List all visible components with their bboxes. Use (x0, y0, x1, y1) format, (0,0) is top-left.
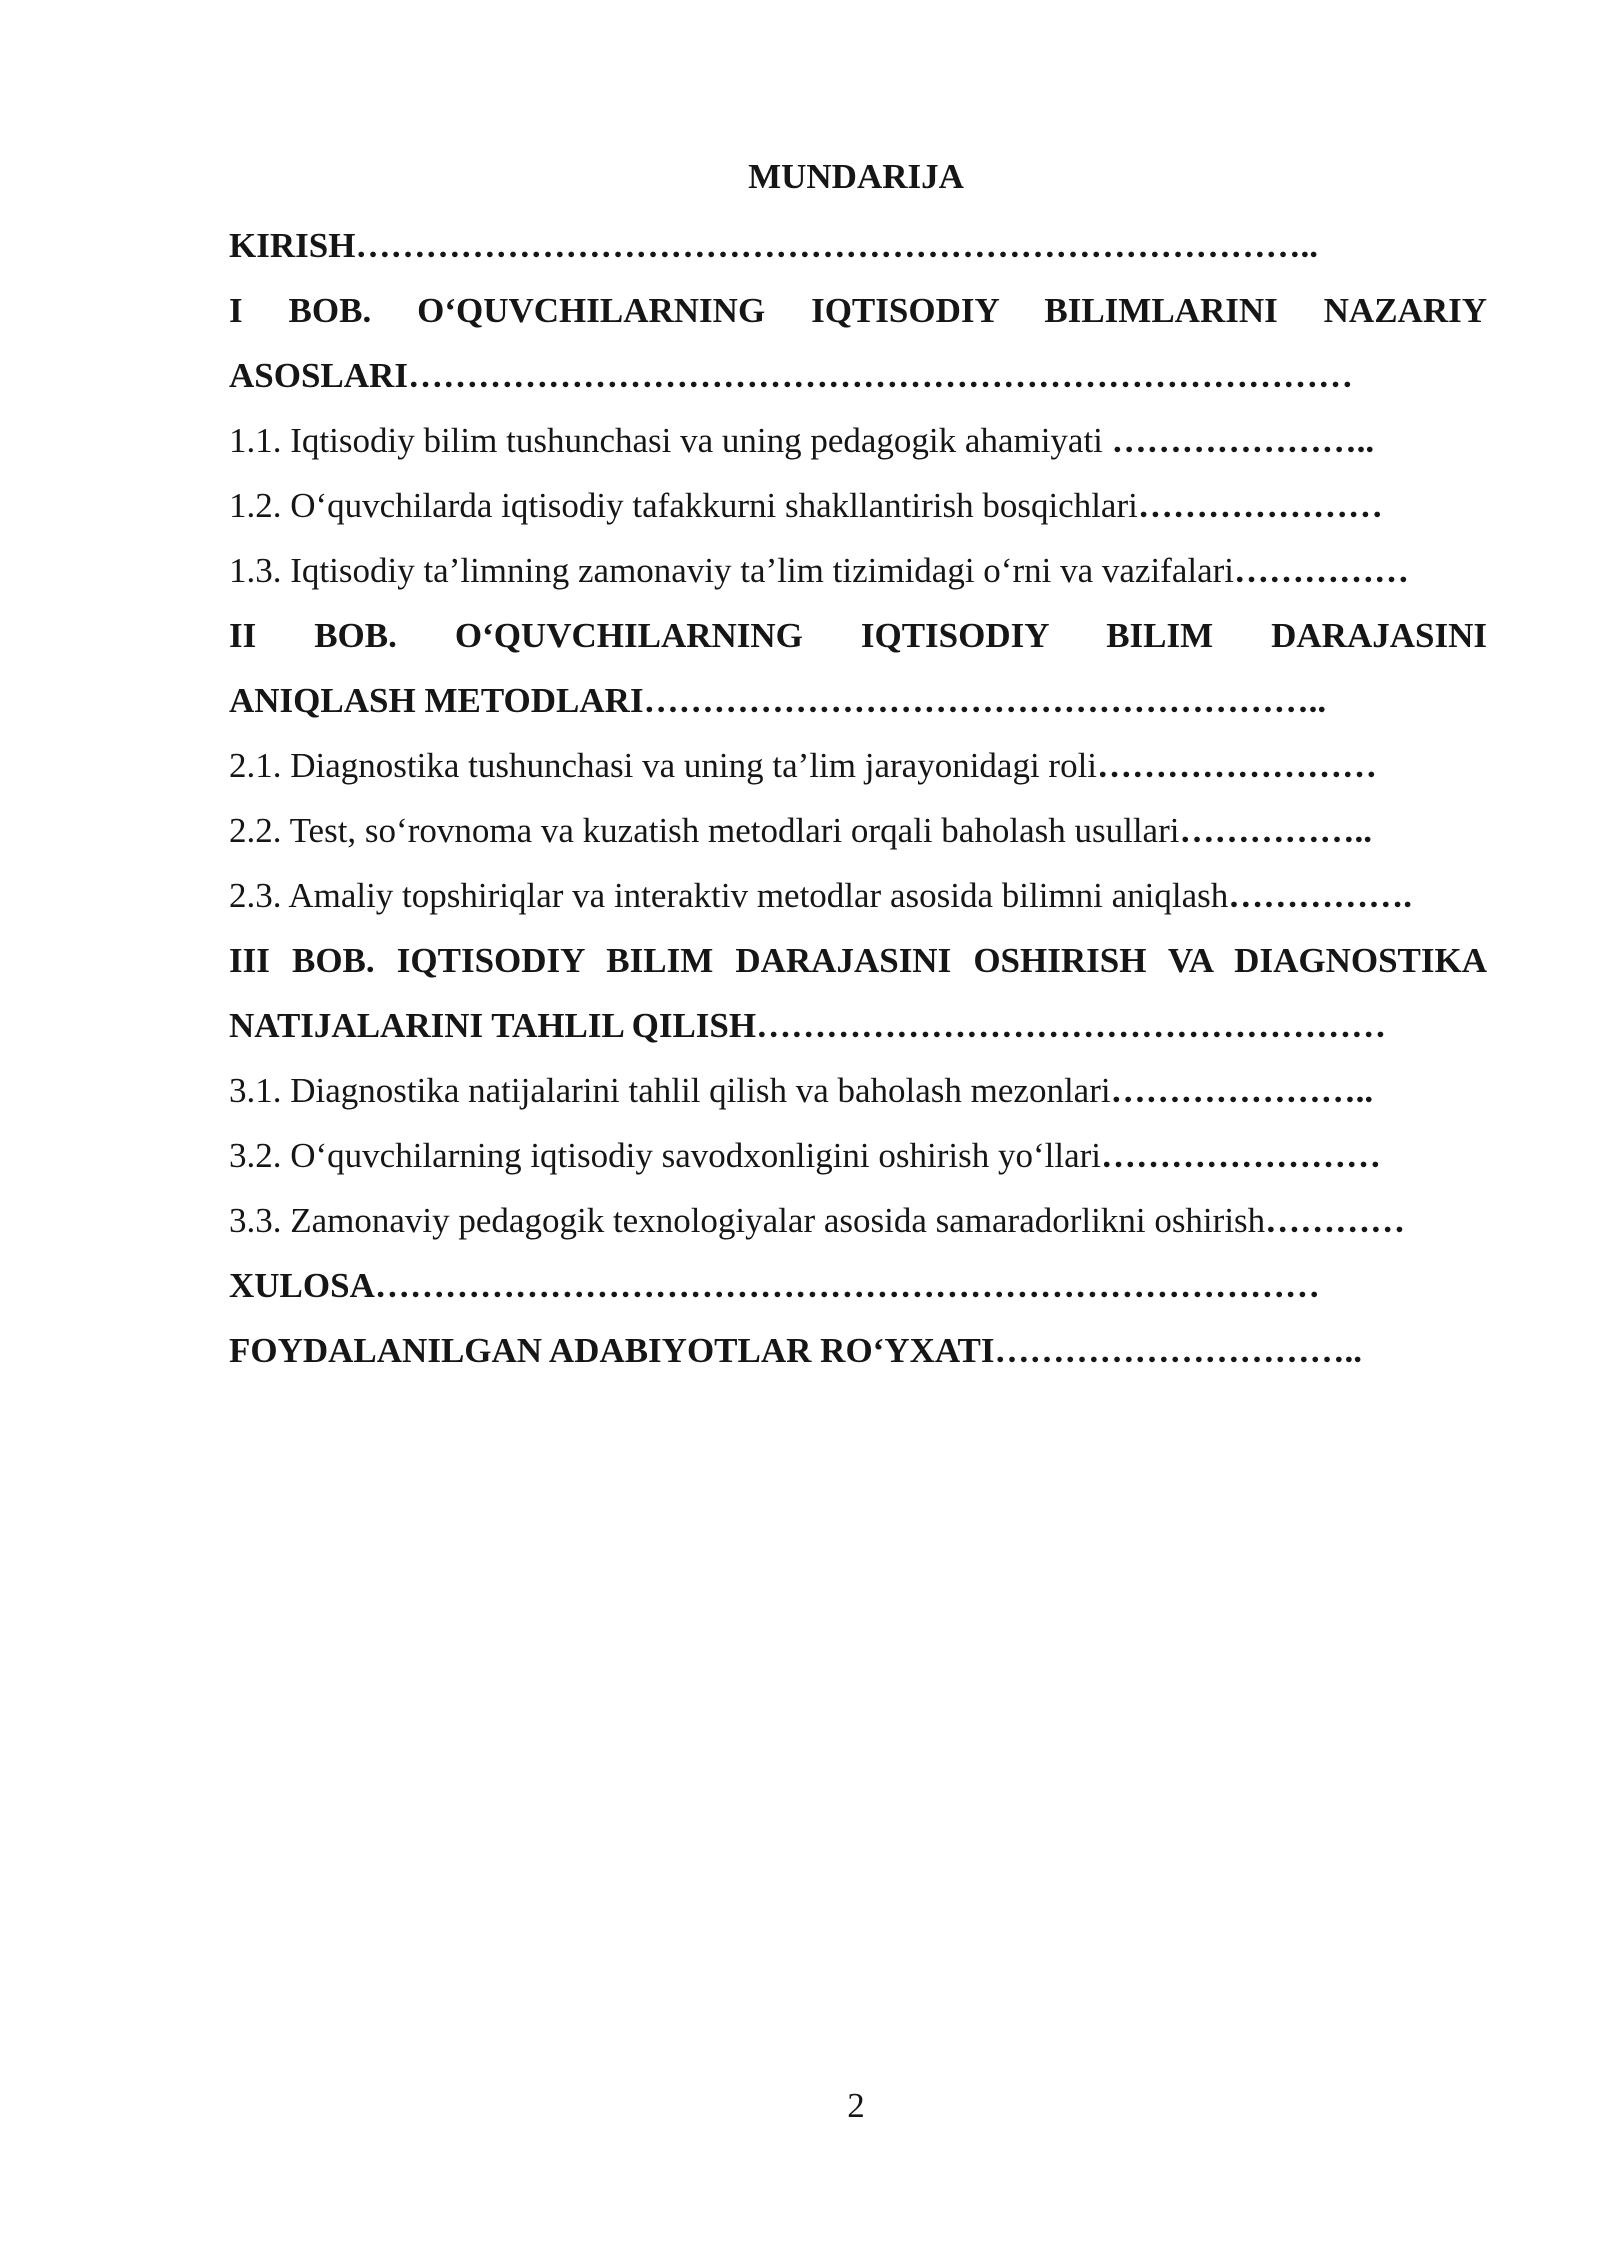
toc-entry-leader: ……………………………………………………………………… (374, 1266, 1320, 1305)
toc-entry-text: KIRISH (229, 226, 356, 265)
toc-entry-text: 1.1. Iqtisodiy bilim tushunchasi va uning pedagogik ahamiyati (229, 421, 1112, 460)
toc-entry-leader: ………………….. (1110, 1071, 1374, 1110)
page-number: 2 (847, 2086, 865, 2125)
toc-entry-text: II BOB. O‘QUVCHILARNING IQTISODIY BILIM DARAJASINI (229, 616, 1487, 655)
toc-entry (229, 1318, 1487, 1383)
toc-entry-text: 1.2. O‘quvchilarda iqtisodiy tafakkurni shakllantirish bosqichlari (229, 486, 1138, 525)
toc-entry-text: XULOSA (229, 1266, 375, 1305)
toc-entry (229, 1123, 1487, 1188)
toc-entry-text: 3.3. Zamonaviy pedagogik texnologiyalar asosida samaradorlikni oshirish (229, 1201, 1266, 1240)
toc-entry (229, 278, 1487, 343)
toc-entry-text: I BOB. O‘QUVCHILARNING IQTISODIY BILIMLARINI NAZARIY (229, 291, 1487, 330)
toc-entry-text: FOYDALANILGAN ADABIYOTLAR RO‘YXATI (229, 1331, 995, 1370)
toc-entry-text: III BOB. IQTISODIY BILIM DARAJASINI OSHIRISH VA DIAGNOSTIKA (229, 941, 1487, 980)
page-title: MUNDARIJA (748, 157, 964, 196)
toc-entry-leader: …………………… (1097, 746, 1378, 785)
toc-entry-text: ASOSLARI (229, 356, 408, 395)
toc-entry (229, 863, 1487, 928)
toc-entry-leader: ………………… (1137, 486, 1383, 525)
toc-entry (229, 668, 1487, 733)
toc-entry-text: 2.2. Test, so‘rovnoma va kuzatish metodlari orqali baholash usullari (229, 811, 1180, 850)
toc-entry (229, 343, 1487, 408)
toc-entry (229, 538, 1487, 603)
toc-entry (229, 733, 1487, 798)
toc-entry (229, 798, 1487, 863)
toc-entry-text: 3.1. Diagnostika natijalarini tahlil qilish va baholash mezonlari (229, 1071, 1111, 1110)
toc-entry-leader: …………….. (1179, 811, 1372, 850)
toc-entry (229, 473, 1487, 538)
toc-entry-leader: ………………….. (1111, 421, 1375, 460)
toc-entry (229, 1253, 1487, 1318)
toc-entry-leader: ……………. (1228, 876, 1413, 915)
toc-entry-text: 3.2. O‘quvchilarning iqtisodiy savodxonligini oshirish yo‘llari (229, 1136, 1102, 1175)
table-of-contents (229, 213, 1487, 1383)
toc-entry (229, 1058, 1487, 1123)
toc-entry-leader: ……………………………………………………………………… (407, 356, 1353, 395)
toc-entry-text: 1.3. Iqtisodiy ta’limning zamonaviy ta’lim tizimidagi o‘rni va vazifalari (229, 551, 1235, 590)
toc-entry-leader: ………… (1265, 1201, 1406, 1240)
toc-entry-text: 2.1. Diagnostika tushunchasi va uning ta’lim jarayonidagi roli (229, 746, 1098, 785)
toc-entry (229, 993, 1487, 1058)
toc-entry-leader: ……………………………………………… (756, 1006, 1387, 1045)
toc-entry (229, 1188, 1487, 1253)
toc-entry-leader: ……………………………………………………………………….. (355, 226, 1318, 265)
toc-entry-text: NATIJALARINI TAHLIL QILISH (229, 1006, 757, 1045)
toc-entry-leader: ………………………….. (994, 1331, 1363, 1370)
toc-entry (229, 408, 1487, 473)
toc-entry (229, 213, 1487, 278)
toc-entry-text: ANIQLASH METODLARI (229, 681, 644, 720)
toc-entry-leader: ………………………………………………….. (643, 681, 1327, 720)
toc-entry-leader: …………………… (1101, 1136, 1382, 1175)
toc-entry (229, 603, 1487, 668)
toc-entry (229, 928, 1487, 993)
toc-entry-leader: …………… (1234, 551, 1410, 590)
toc-entry-text: 2.3. Amaliy topshiriqlar va interaktiv metodlar asosida bilimni aniqlash (229, 876, 1229, 915)
